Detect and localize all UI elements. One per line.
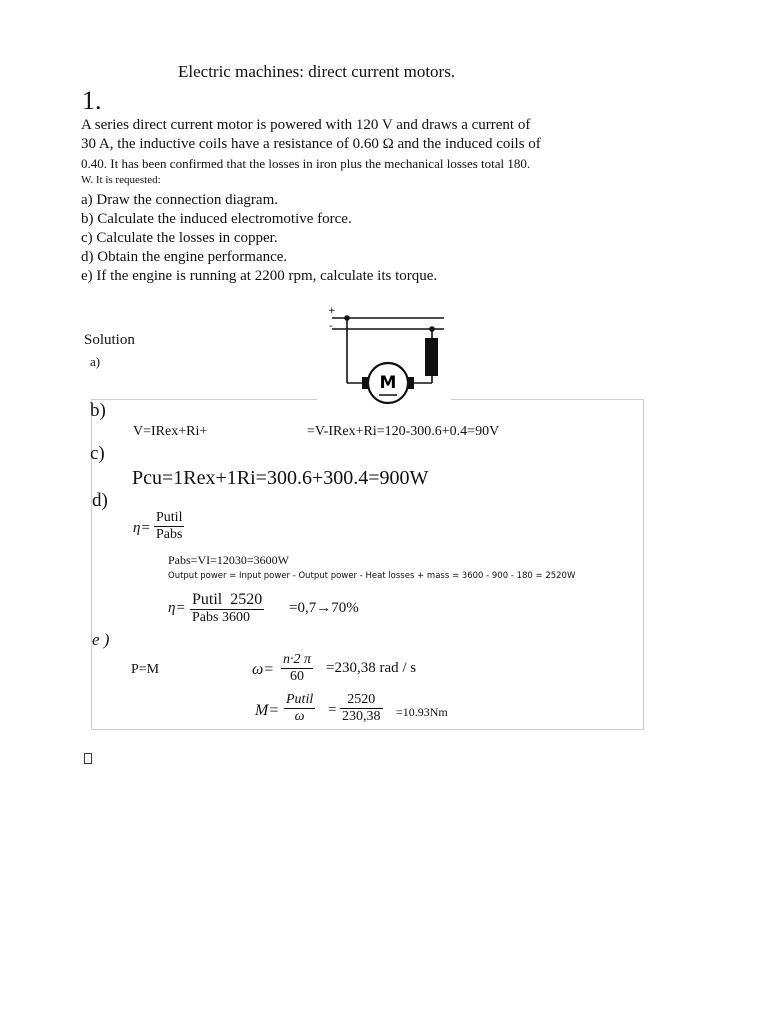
minus-terminal-label: - — [329, 321, 333, 332]
omega-numerator: n·2 π — [283, 652, 312, 667]
torque-numerator-2: 2520 — [340, 692, 383, 709]
task-a: a) Draw the connection diagram. — [81, 192, 278, 208]
omega-fraction — [281, 652, 313, 685]
efficiency-symbol-2: η= — [168, 600, 186, 616]
efficiency-numerator-2: Putil — [192, 591, 223, 608]
torque-symbol: M= — [255, 702, 280, 719]
emf-equation-right: =V-IRex+Ri=120-300.6+0.4=90V — [307, 424, 500, 439]
torque-numerator: Putil — [286, 692, 314, 707]
omega-symbol: ω= — [252, 661, 275, 678]
output-power-equation: Output power = Input power - Output power - Heat losses + mass = 3600 - 900 - 180 = 2520W — [168, 571, 576, 581]
efficiency-mid-value: 2520 — [230, 591, 263, 608]
page-title: Electric machines: direct current motors. — [178, 62, 456, 81]
solution-a-label: a) — [90, 354, 101, 369]
motor-label: M — [379, 373, 397, 393]
efficiency-denominator: Pabs — [156, 527, 183, 542]
power-torque-relation: P=M — [131, 662, 160, 677]
torque-denominator-2: 230,38 — [342, 709, 381, 724]
field-coil — [425, 338, 438, 376]
copper-loss-equation: Pcu=1Rex+1Ri=300.6+300.4=900W — [132, 467, 429, 489]
solution-e-label: e ) — [92, 630, 110, 649]
efficiency-denominator-2: Pabs 3600 — [192, 610, 250, 625]
omega-result: =230,38 rad / s — [326, 660, 417, 676]
torque-result: =10.93Nm — [396, 705, 448, 719]
efficiency-fraction-2 — [190, 591, 264, 626]
efficiency-numerator: Putil — [156, 510, 183, 525]
problem-number: 1. — [82, 86, 102, 115]
task-d: d) Obtain the engine performance. — [81, 249, 288, 265]
task-c: c) Calculate the losses in copper. — [81, 230, 278, 246]
solution-heading: Solution — [84, 332, 135, 348]
efficiency-symbol: η= — [133, 520, 151, 536]
task-b: b) Calculate the induced electromotive force. — [81, 211, 352, 227]
connection-diagram — [318, 300, 458, 412]
omega-denominator: 60 — [290, 669, 304, 684]
torque-fraction — [284, 692, 315, 725]
efficiency-fraction — [154, 510, 184, 543]
absorbed-power-equation: Pabs=VI=12030=3600W — [168, 553, 289, 567]
brush-right — [407, 377, 414, 389]
torque-denominator: ω — [294, 709, 305, 724]
problem-line-4: W. It is requested: — [81, 174, 161, 186]
problem-line-2: 30 A, the inductive coils have a resistance of 0.60 Ω and the induced coils of — [81, 136, 541, 152]
placeholder-glyph — [84, 753, 92, 764]
task-e: e) If the engine is running at 2200 rpm, calculate its torque. — [81, 268, 438, 284]
torque-equals: = — [328, 702, 337, 718]
problem-line-3: 0.40. It has been confirmed that the losses in iron plus the mechanical losses total 180. — [81, 156, 531, 171]
emf-equation-left: V=IRex+Ri+ — [133, 424, 208, 439]
plus-terminal-label: + — [328, 306, 336, 316]
solution-c-label: c) — [90, 443, 105, 464]
solution-d-label: d) — [92, 490, 108, 511]
problem-line-1: A series direct current motor is powered with 120 V and draws a current of — [81, 117, 531, 133]
solution-b-label: b) — [90, 400, 106, 421]
efficiency-result: =0,7→70% — [289, 600, 359, 616]
torque-fraction-2 — [340, 692, 383, 725]
